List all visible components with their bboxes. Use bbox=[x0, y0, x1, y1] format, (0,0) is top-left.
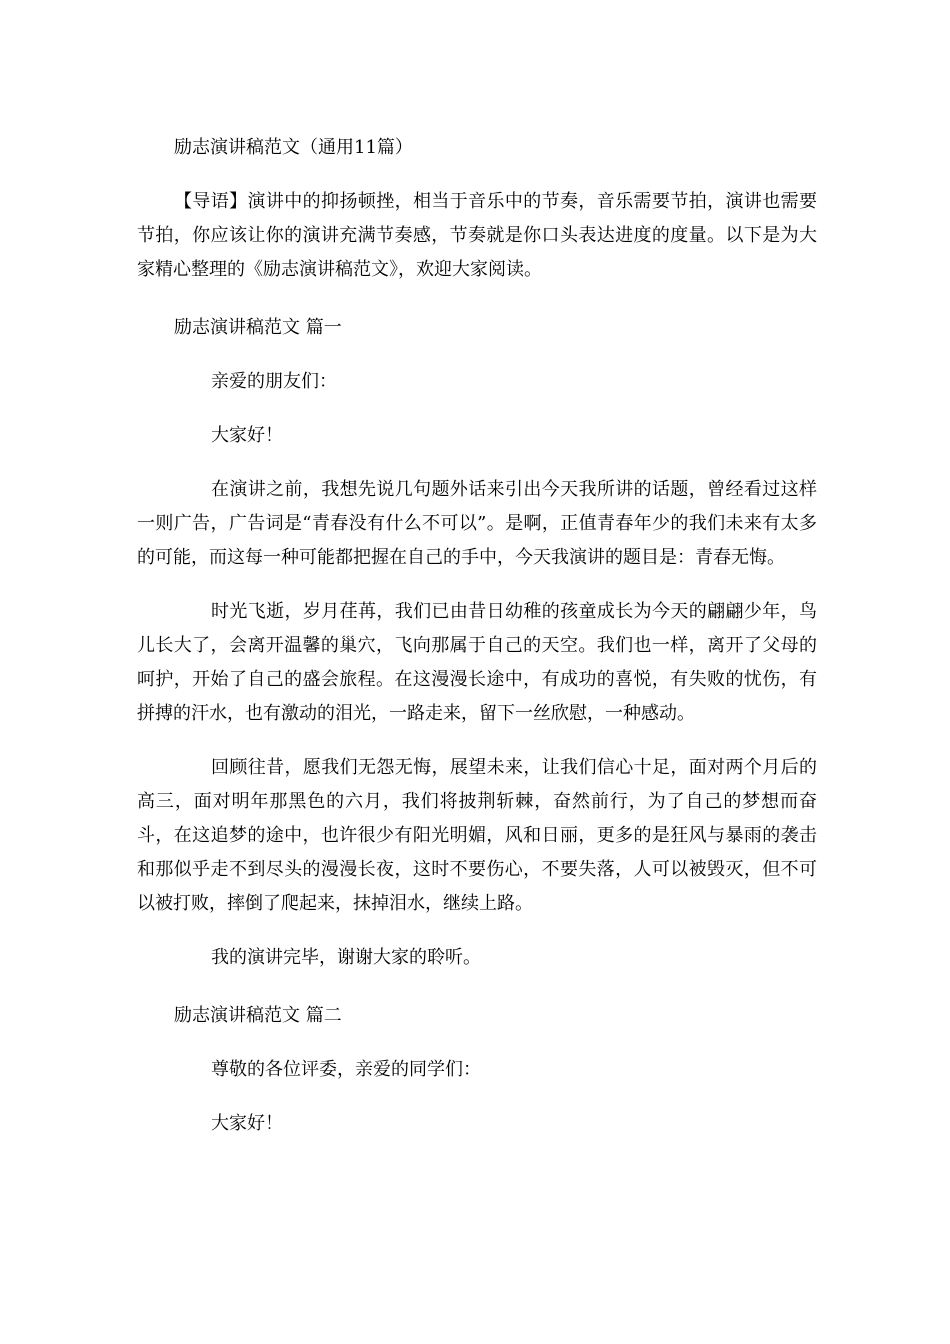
section-heading-2: 励志演讲稿范文 篇二 bbox=[174, 1005, 342, 1026]
section-heading-1: 励志演讲稿范文 篇一 bbox=[174, 317, 342, 338]
document-page bbox=[137, 131, 817, 1141]
greeting-1: 大家好！ bbox=[211, 425, 283, 446]
intro-paragraph: 【导语】演讲中的抑扬顿挫，相当于音乐中的节奏，音乐需要节拍，演讲也需要节拍，你应该让你的演讲充满节奏感，节奏就是你口头表达进度的度量。以下是为大家精心整理的《励志演讲稿范文》，欢迎大家阅读。 bbox=[137, 191, 817, 280]
salutation-1: 亲爱的朋友们： bbox=[211, 371, 337, 392]
salutation-2: 尊敬的各位评委，亲爱的同学们： bbox=[211, 1059, 481, 1080]
body-paragraph-3: 回顾往昔，愿我们无怨无悔，展望未来，让我们信心十足，面对两个月后的高三，面对明年那黑色的六月，我们将披荆斩棘，奋然前行，为了自己的梦想而奋斗，在这追梦的途中，也许很少有阳光明媚，风和日丽，更多的是狂风与暴雨的袭击和那似乎走不到尽头的漫漫长夜，这时不要伤心，不要失落，人可以被毁灭，但不可以被打败，摔倒了爬起来，抹掉泪水，继续上路。 bbox=[137, 757, 817, 914]
body-paragraph-1: 在演讲之前，我想先说几句题外话来引出今天我所讲的话题，曾经看过这样一则广告，广告词是“青春没有什么不可以”。是啊，正值青春年少的我们未来有太多的可能，而这每一种可能都把握在自己的手中，今天我演讲的题目是：青春无悔。 bbox=[137, 479, 817, 568]
greeting-2: 大家好！ bbox=[211, 1113, 283, 1134]
closing-line-1: 我的演讲完毕，谢谢大家的聆听。 bbox=[211, 947, 481, 968]
body-paragraph-2: 时光飞逝，岁月荏苒，我们已由昔日幼稚的孩童成长为今天的翩翩少年，鸟儿长大了，会离开温馨的巢穴，飞向那属于自己的天空。我们也一样，离开了父母的呵护，开始了自己的盛会旅程。在这漫漫长途中，有成功的喜悦，有失败的忧伤，有拼搏的汗水，也有激动的泪光，一路走来，留下一丝欣慰，一种感动。 bbox=[137, 601, 817, 724]
document-title: 励志演讲稿范文（通用11篇） bbox=[174, 137, 413, 158]
